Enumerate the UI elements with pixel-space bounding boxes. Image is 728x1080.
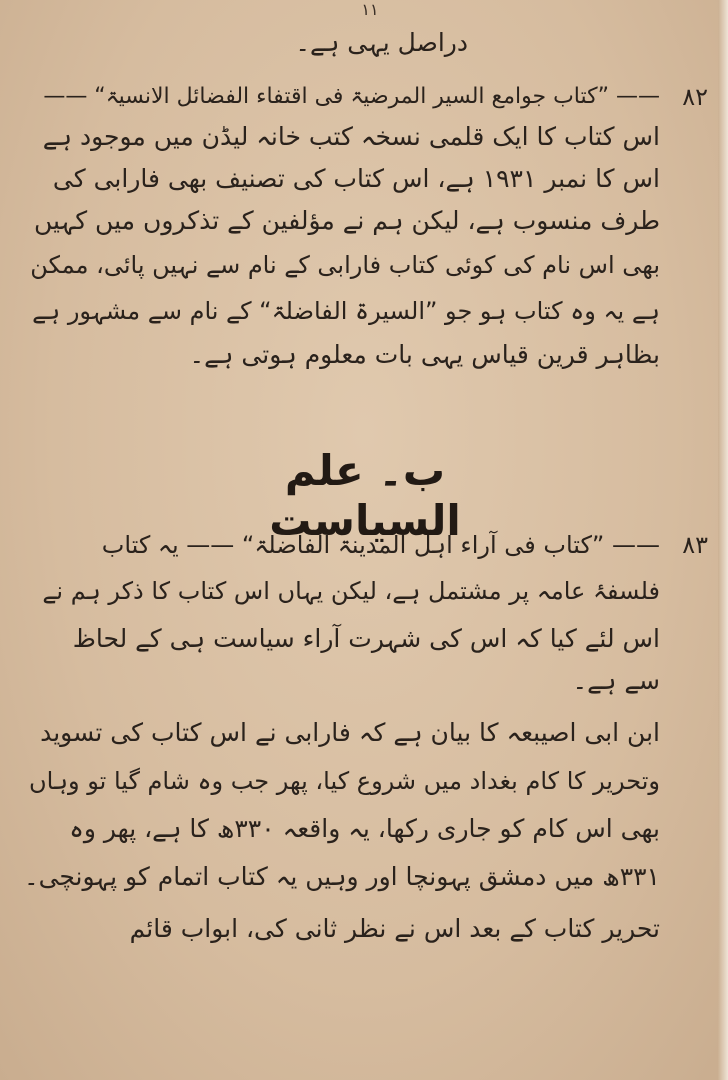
entry-number-82: ۸۲ (682, 83, 708, 111)
section-heading: ب۔ علم السیاست (269, 446, 461, 545)
line-4: اس کا نمبر ۱۹۳۱ ہے، اس کتاب کی تصنیف بھی فارابی کی (52, 164, 660, 193)
line-17: تحریر کتاب کے بعد اس نے نظر ثانی کی، ابواب قائم (129, 914, 660, 943)
line-12: سے ہے۔ (572, 666, 660, 695)
book-title-82: —— ”کتاب جوامع السیر المرضیۃ فی اقتفاء الفضائل الانسیۃ“ —— (43, 84, 660, 109)
line-14: وتحریر کا کام بغداد میں شروع کیا، پھر جب وہ شام گیا تو وہاں (29, 767, 660, 795)
line-5: طرف منسوب ہے، لیکن ہم نے مؤلفین کے تذکروں میں کہیں (33, 206, 660, 235)
line-8: بظاہر قرین قیاس یہی بات معلوم ہوتی ہے۔ (189, 340, 660, 369)
line-15: بھی اس کام کو جاری رکھا، یہ واقعہ ۳۳۰ھ کا ہے، پھر وہ (69, 814, 660, 843)
page-edge (718, 0, 728, 1080)
entry-number-83: ۸۳ (682, 531, 708, 559)
page-number: ۱۱ (361, 0, 379, 19)
line-6: بھی اس نام کی کوئی کتاب فارابی کے نام سے نہیں پائی، ممکن (30, 251, 660, 279)
line-3: اس کتاب کا ایک قلمی نسخہ کتب خانہ لیڈن میں موجود ہے (42, 122, 660, 151)
book-title-83: —— ”کتاب فی آراء اہل المدینۃ الفاضلۃ“ —— یہ کتاب (101, 531, 660, 559)
line-7: ہے یہ وہ کتاب ہو جو ”السیرۃ الفاضلۃ“ کے نام سے مشہور ہے (32, 297, 660, 325)
line-13: ابن ابی اصیبعہ کا بیان ہے کہ فارابی نے اس کتاب کی تسوید (40, 718, 660, 747)
line-16: ۳۳۱ھ میں دمشق پہونچا اور وہیں یہ کتاب اتمام کو پہونچی۔ (23, 862, 660, 891)
line-1: دراصل یہی ہے۔ (295, 28, 468, 57)
line-10: فلسفۂ عامہ پر مشتمل ہے، لیکن یہاں اس کتاب کا ذکر ہم نے (42, 577, 660, 605)
line-11: اس لئے کیا کہ اس کی شہرت آراء سیاست ہی کے لحاظ (72, 624, 660, 653)
